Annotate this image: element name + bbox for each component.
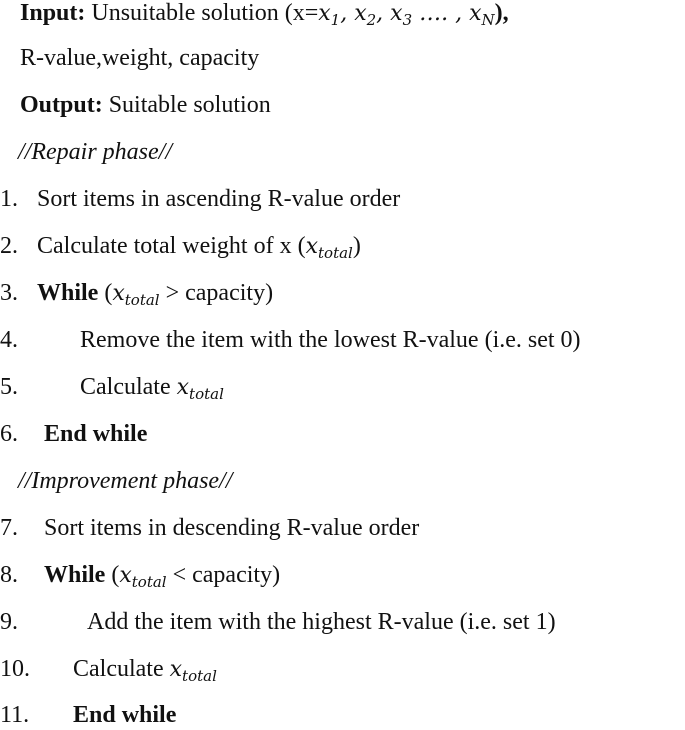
step-number: 9. — [0, 609, 18, 635]
input-var-3-sub: 3 — [402, 11, 413, 29]
step-number: 5. — [0, 374, 18, 400]
input-var-last-sub: N — [481, 11, 495, 29]
input-ellipsis: …. , — [412, 1, 470, 26]
improvement-phase-comment: //Improvement phase// — [18, 468, 233, 494]
step-text: Sort items in descending R-value order — [44, 515, 420, 541]
step-text: End while — [44, 421, 148, 447]
output-line — [20, 90, 271, 120]
output-text: Suitable solution — [102, 92, 271, 118]
step-number: 1. — [0, 186, 18, 212]
step-number: 10. — [0, 656, 30, 682]
step-number: 2. — [0, 233, 18, 259]
step-text: Calculate total weight of x $(x_{total})$ — [37, 233, 361, 262]
step-text: Calculate $x_{total}$ — [73, 656, 217, 685]
step-number: 6. — [0, 421, 18, 447]
step-number: 8. — [0, 562, 18, 588]
input-line-2: R-value,weight, capacity — [20, 45, 260, 71]
step-text: Sort items in ascending R-value order — [37, 186, 401, 212]
input-var-1: x — [318, 1, 331, 26]
step-text: Calculate $x_{total}$ — [80, 374, 224, 403]
input-var-3: x — [390, 1, 403, 26]
step-text: Remove the item with the lowest R-value (i.e. set 0) — [80, 327, 581, 353]
input-text-before: Unsuitable solution (x= — [85, 0, 319, 26]
step-number: 4. — [0, 327, 18, 353]
input-var-last: x — [469, 1, 482, 26]
input-label: Input: — [20, 0, 86, 26]
step-number: 3. — [0, 280, 18, 306]
input-var-1-sub: 1 — [330, 11, 341, 29]
input-var-2: x — [354, 1, 367, 26]
step-text: Add the item with the highest R-value (i.e. set 1) — [87, 609, 556, 635]
step-text: End while — [73, 702, 177, 728]
step-number: 7. — [0, 515, 18, 541]
input-text-after: ), — [494, 0, 509, 26]
output-label: Output: — [20, 92, 103, 118]
input-var-2-sub: 2 — [366, 11, 377, 29]
input-line: Input: Unsuitable solution ($x=x_1$, $x_2$, $x_3$ …. , $x_N$), — [20, 0, 509, 29]
repair-phase-comment: //Repair phase// — [18, 139, 172, 165]
step-text: While ($x_{total}$ < capacity) — [44, 562, 281, 591]
step-number: 11. — [0, 702, 30, 728]
step-text: While ($x_{total}$ > capacity) — [37, 280, 274, 309]
